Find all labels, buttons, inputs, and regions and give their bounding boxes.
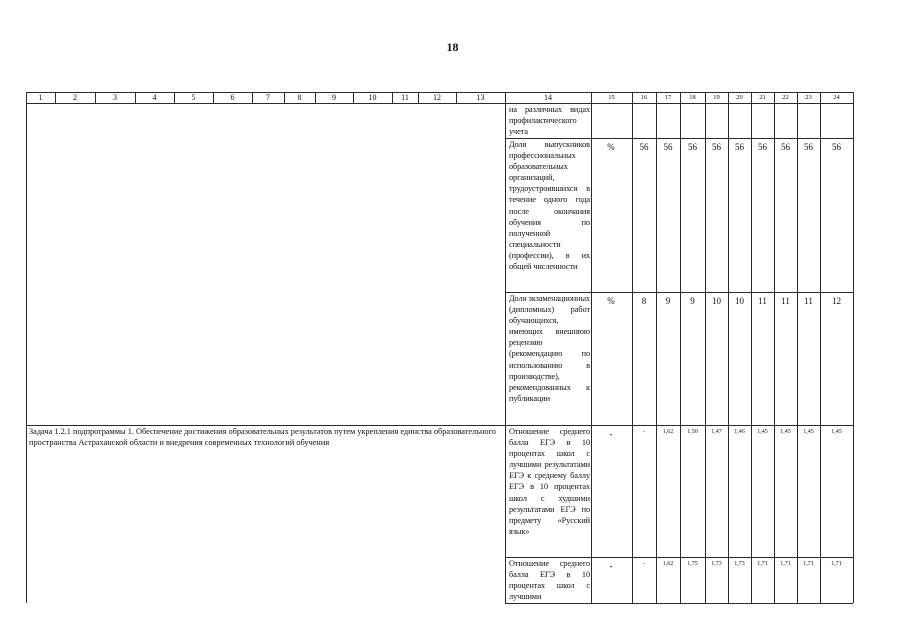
- value-cell: 12: [832, 296, 841, 306]
- value-cell: 1,73: [734, 561, 745, 567]
- value-col-divider: [728, 103, 729, 603]
- value-cell: -: [643, 429, 645, 435]
- header-col-number: 13: [476, 93, 485, 102]
- value-cell: 1,45: [831, 429, 842, 435]
- header-col-number: 15: [608, 94, 615, 101]
- value-cell: 1,47: [711, 429, 722, 435]
- table-bottom-border: [505, 603, 853, 604]
- unit-cell: -: [609, 561, 613, 571]
- value-cell: 1,71: [757, 561, 768, 567]
- header-col-number: 3: [113, 93, 117, 102]
- unit-cell: -: [609, 429, 613, 439]
- table-left-border: [26, 103, 27, 603]
- header-col-number: 7: [266, 93, 270, 102]
- header-col-number: 4: [152, 93, 157, 102]
- header-col-number: 5: [191, 93, 196, 102]
- unit-cell: %: [607, 142, 615, 152]
- value-cell: 56: [639, 142, 649, 152]
- header-col-number: 22: [782, 94, 789, 101]
- unit-cell: %: [607, 296, 615, 306]
- header-col-number: 10: [368, 93, 377, 102]
- value-cell: 8: [641, 296, 647, 306]
- value-cell: 1,73: [711, 561, 722, 567]
- header-col-number: 11: [401, 93, 409, 102]
- indicator-text: на различных видах профилактического учета: [509, 105, 590, 137]
- header-col-number: 21: [759, 94, 766, 101]
- value-cell: 10: [735, 296, 744, 306]
- value-col-divider: [656, 103, 657, 603]
- header-col-number: 23: [805, 94, 812, 101]
- header-col-number: 14: [544, 93, 552, 102]
- value-col-divider: [591, 103, 592, 603]
- value-col-divider: [680, 103, 681, 603]
- value-cell: 56: [804, 142, 813, 152]
- header-col-number: 19: [713, 94, 720, 101]
- value-cell: 56: [663, 142, 673, 152]
- value-cell: 56: [832, 142, 841, 152]
- header-col-number: 9: [332, 93, 336, 102]
- header-col-number: 24: [833, 94, 840, 101]
- value-cell: 56: [735, 142, 744, 152]
- task-description: Задача 1.2.1 подпрограммы 1. Обеспечение достижения образовательных результатов путем укрепления единства образовательного пространства Астраханской области и внедрения современных технологий обучения: [29, 427, 496, 447]
- header-col-number: 2: [73, 93, 77, 102]
- indicator-text: Отношение среднего балла ЕГЭ в 10 процентах школ с лучшими: [509, 559, 590, 602]
- value-col-divider: [632, 103, 633, 603]
- value-cell: 1,62: [662, 561, 674, 567]
- header-col-number: 6: [230, 93, 235, 102]
- header-col-number: 17: [664, 94, 672, 101]
- indicator-col-left-border: [505, 103, 506, 603]
- value-col-divider: [774, 103, 775, 603]
- table-right-border: [853, 103, 854, 603]
- header-col-number: 20: [736, 94, 743, 101]
- header-col-number: 12: [433, 93, 441, 102]
- value-cell: 1,45: [780, 429, 791, 435]
- indicator-text: Доля выпускников профессиональных образовательных организаций, трудоустроившихся в течение одного года после окончания обучения по полученной специальности (профессии), в их общей численности: [509, 140, 590, 272]
- value-cell: 1,71: [780, 561, 791, 567]
- value-col-divider: [751, 103, 752, 603]
- value-cell: 11: [781, 296, 790, 306]
- indicator-text: Отношение среднего балла ЕГЭ в 10 процентах школ с лучшими результатами ЕГЭ к среднему баллу ЕГЭ в 10 процентах школ с худшими результатами ЕГЭ по предмету «Русский язык»: [509, 427, 590, 536]
- value-cell: 1,45: [803, 429, 814, 435]
- page-number: 18: [446, 40, 459, 54]
- value-cell: 1,45: [757, 429, 768, 435]
- indicator-text: Доля экзаменационных (дипломных) работ обучающихся, имеющих внешнюю рецензию (рекомендацию по использованию в производстве), рекомендованных к публикации: [509, 294, 590, 403]
- value-cell: 1,71: [803, 561, 814, 567]
- value-cell: 9: [665, 296, 671, 306]
- value-cell: 11: [804, 296, 813, 306]
- value-cell: 1,50: [687, 429, 698, 435]
- value-cell: 10: [712, 296, 721, 306]
- value-cell: 11: [758, 296, 767, 306]
- header-col-number: 16: [640, 94, 648, 101]
- value-cell: 56: [781, 142, 790, 152]
- header-col-number: 1: [38, 93, 43, 102]
- value-col-divider: [705, 103, 706, 603]
- value-cell: 1,75: [687, 561, 698, 567]
- header-col-divider: [853, 92, 854, 103]
- value-cell: 56: [712, 142, 721, 152]
- value-cell: 9: [690, 296, 695, 306]
- value-cell: 1,71: [831, 561, 842, 567]
- value-col-divider: [797, 103, 798, 603]
- value-col-divider: [820, 103, 821, 603]
- value-cell: 56: [688, 142, 697, 152]
- header-col-number: 18: [689, 94, 696, 101]
- header-col-number: 8: [297, 93, 302, 102]
- value-cell: -: [643, 561, 645, 567]
- value-cell: 1,62: [662, 429, 674, 435]
- value-cell: 56: [758, 142, 767, 152]
- value-cell: 1,46: [734, 429, 745, 435]
